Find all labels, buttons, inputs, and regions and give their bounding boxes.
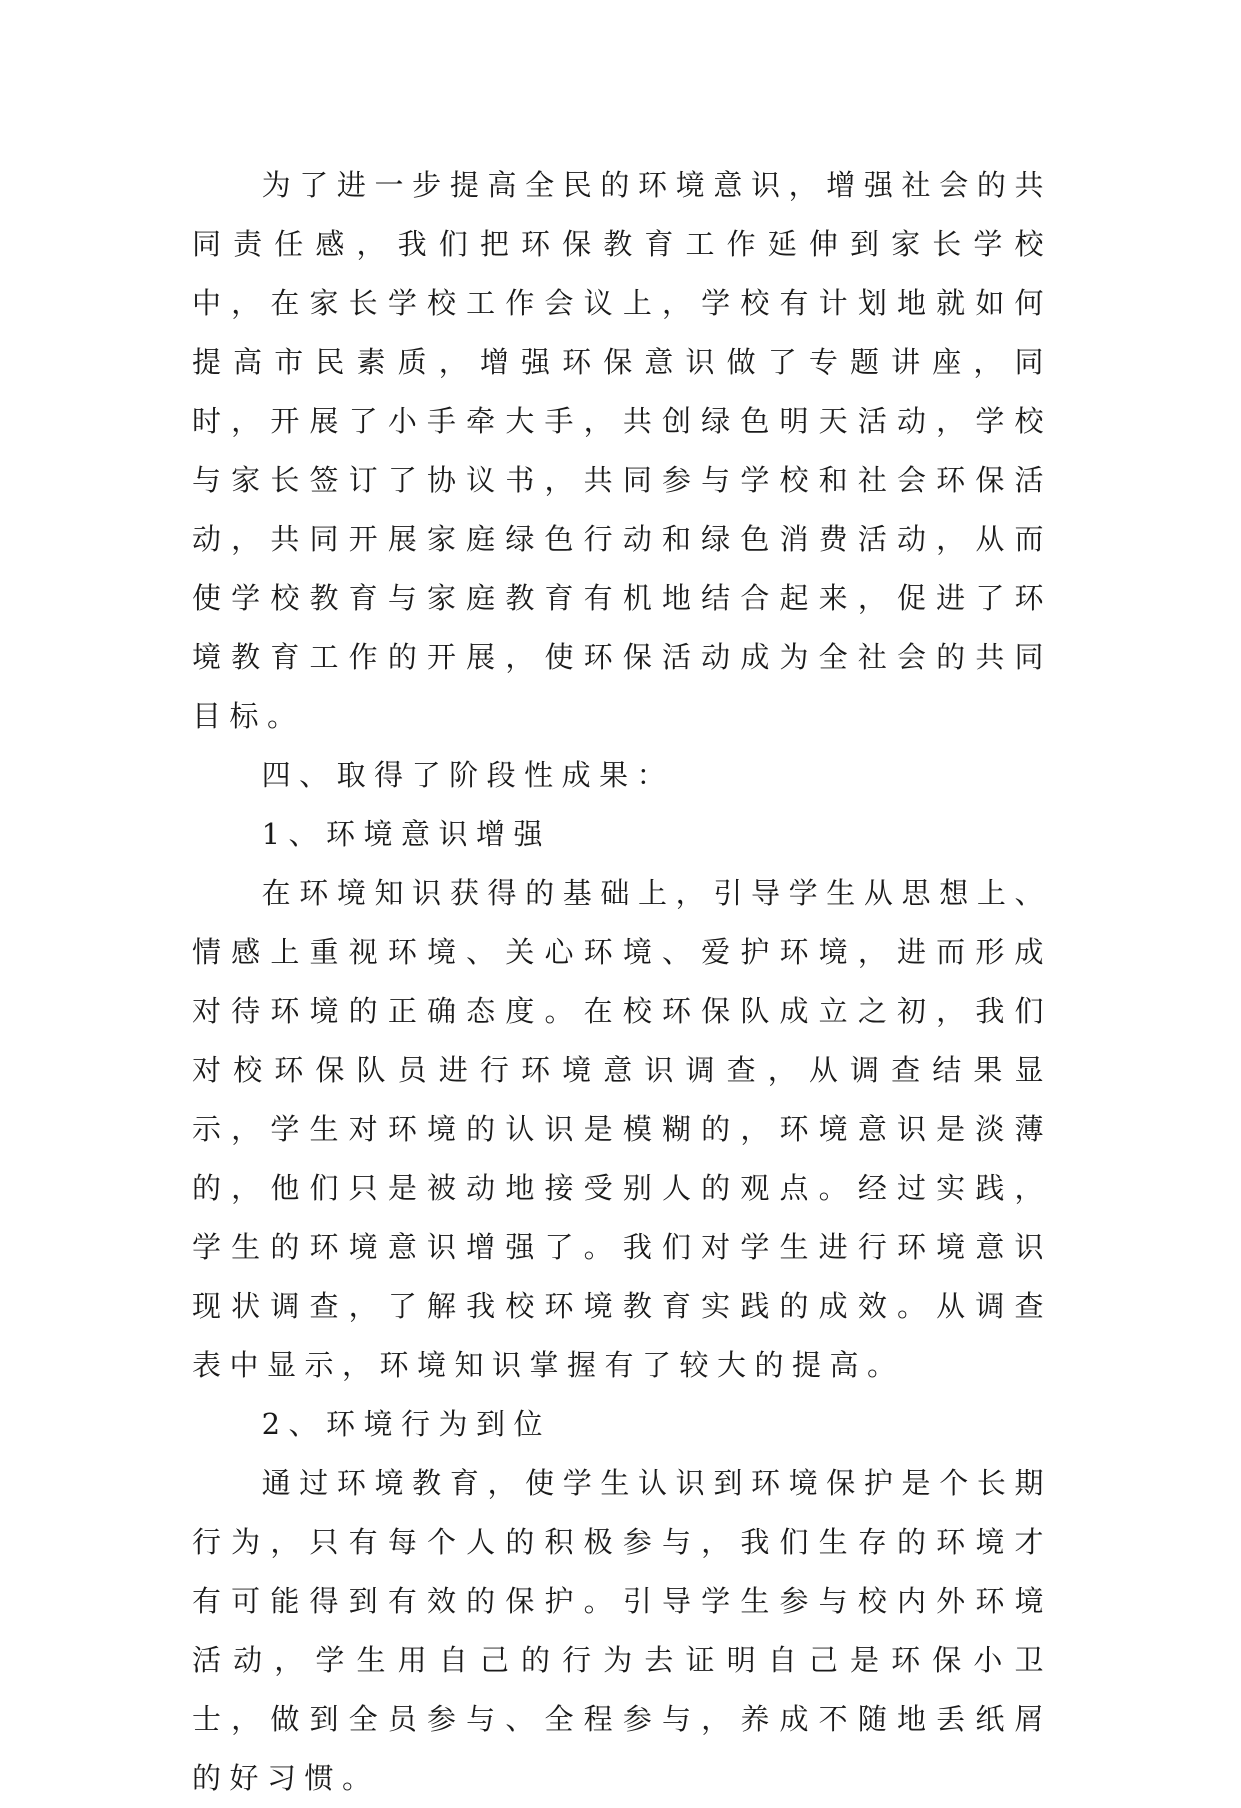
paragraph-behavior: 通过环境教育，使学生认识到环境保护是个长期行为，只有每个人的积极参与，我们生存的环境才有可能得到有效的保护。引导学生参与校内外环境活动，学生用自己的行为去证明自己是环保小卫士，做到全员参与、全程参与，养成不随地丢纸屑的好习惯。 [192,1466,1052,1795]
paragraph-parent-school-outreach: 为了进一步提高全民的环境意识，增强社会的共同责任感，我们把环保教育工作延伸到家长学校中，在家长学校工作会议上，学校有计划地就如何提高市民素质，增强环保意识做了专题讲座，同时，开展了小手牵大手，共创绿色明天活动，学校与家长签订了协议书，共同参与学校和社会环保活动，共同开展家庭绿色行动和绿色消费活动，从而使学校教育与家庭教育有机地结合起来，促进了环境教育工作的开展，使环保活动成为全社会的共同目标。 [192,168,1052,733]
paragraph-awareness: 在环境知识获得的基础上，引导学生从思想上、情感上重视环境、关心环境、爱护环境，进而形成对待环境的正确态度。在校环保队成立之初，我们对校环保队员进行环境意识调查，从调查结果显示，学生对环境的认识是模糊的，环境意识是淡薄的，他们只是被动地接受别人的观点。经过实践，学生的环境意识增强了。我们对学生进行环境意识现状调查，了解我校环境教育实践的成效。从调查表中显示，环境知识掌握有了较大的提高。 [192,876,1052,1382]
subheading-awareness: 1、环境意识增强 [261,817,552,851]
subheading-behavior: 2、环境行为到位 [261,1407,552,1441]
document-body [192,156,1052,1808]
section-heading-achievements: 四、取得了阶段性成果： [261,758,675,792]
